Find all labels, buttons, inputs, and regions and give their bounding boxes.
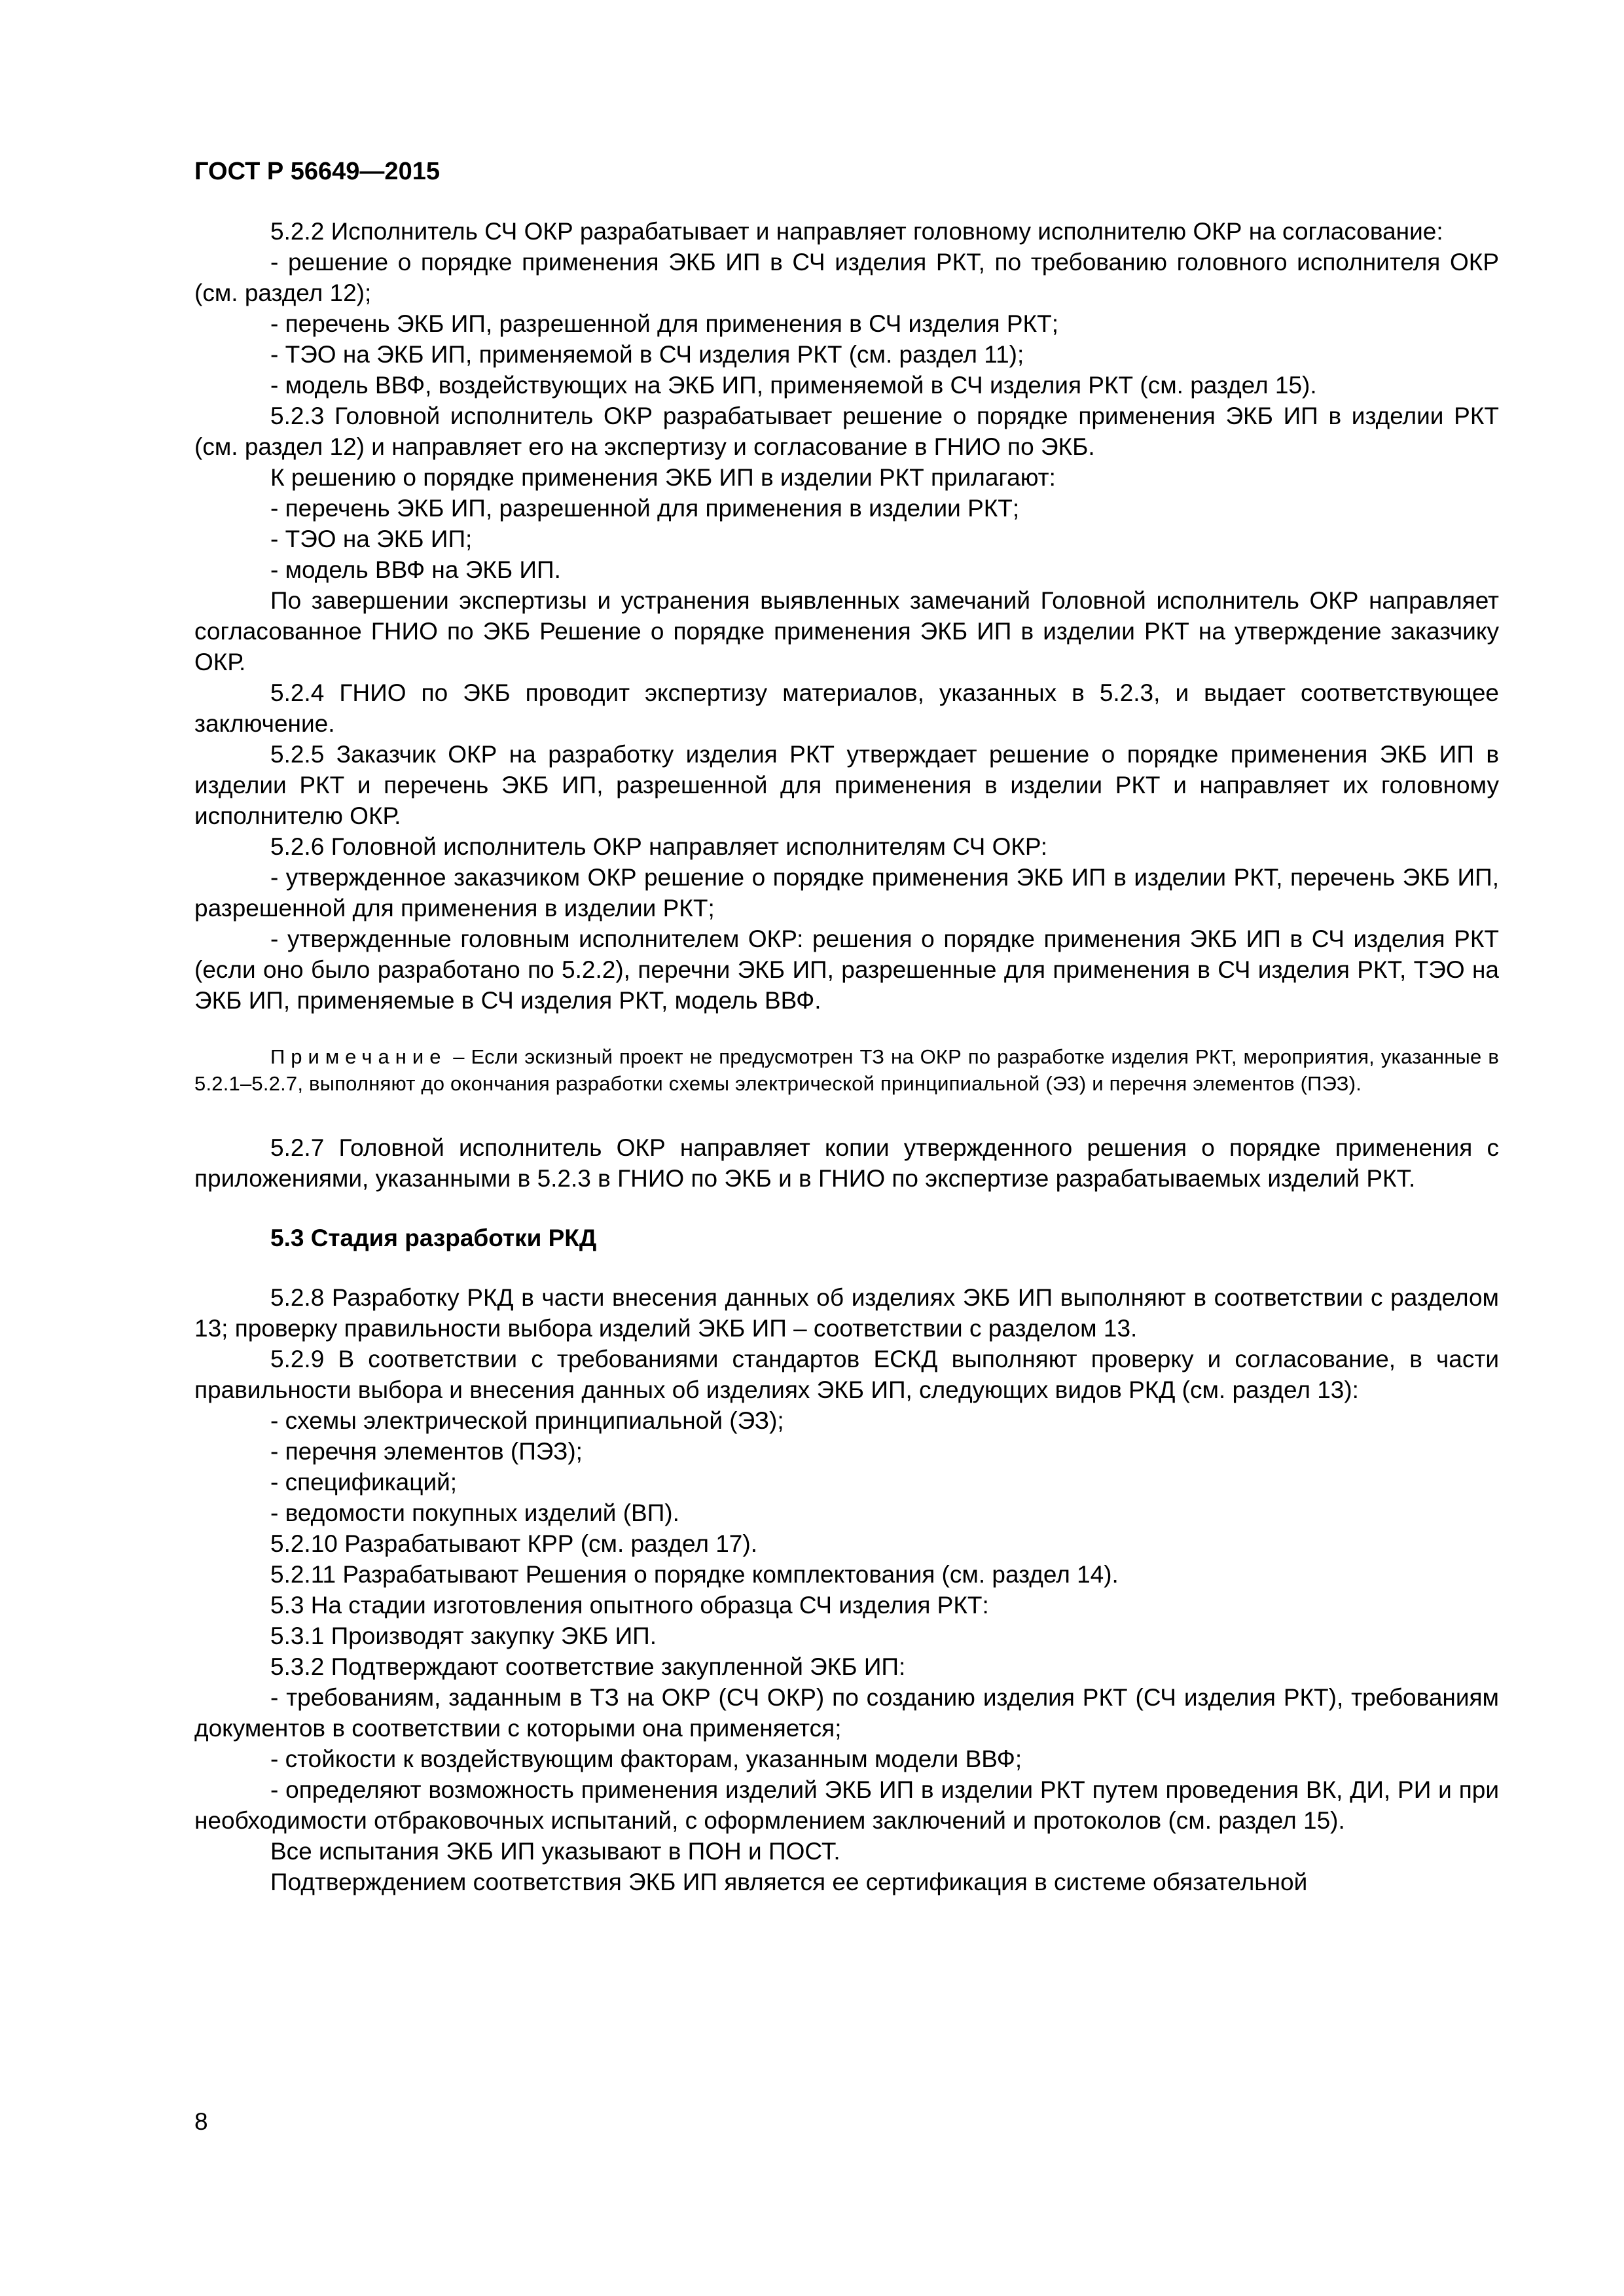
paragraph: - решение о порядке применения ЭКБ ИП в СЧ изделия РКТ, по требованию головного исполнителя ОКР (см. раздел 12);: [194, 249, 1499, 306]
paragraph: К решению о порядке применения ЭКБ ИП в изделии РКТ прилагают:: [270, 464, 1056, 491]
paragraph: - перечень ЭКБ ИП, разрешенной для применения в СЧ изделия РКТ;: [270, 310, 1058, 337]
paragraph: 5.2.2 Исполнитель СЧ ОКР разрабатывает и направляет головному исполнителю ОКР на согласование:: [270, 218, 1443, 245]
paragraph: 5.2.5 Заказчик ОКР на разработку изделия РКТ утверждает решение о порядке применения ЭКБ ИП в изделии РКТ и перечень ЭКБ ИП, разрешенной для применения в изделии РКТ и направляет их головному исполнителю ОКР.: [194, 741, 1499, 829]
paragraph: 5.3.1 Производят закупку ЭКБ ИП.: [270, 1623, 657, 1649]
paragraph: - перечня элементов (ПЭЗ);: [270, 1438, 583, 1465]
paragraph: - модель ВВФ, воздействующих на ЭКБ ИП, применяемой в СЧ изделия РКТ (см. раздел 15).: [270, 372, 1317, 399]
paragraph: - определяют возможность применения изделий ЭКБ ИП в изделии РКТ путем проведения ВК, ДИ, РИ и при необходимости отбраковочных испытаний, с оформлением заключений и протоколов (см. раздел 15).: [194, 1776, 1499, 1834]
paragraph: - модель ВВФ на ЭКБ ИП.: [270, 556, 561, 583]
spacer: [194, 1097, 1499, 1132]
paragraph: - схемы электрической принципиальной (ЭЗ);: [270, 1407, 784, 1434]
paragraph: 5.2.11 Разрабатывают Решения о порядке комплектования (см. раздел 14).: [270, 1561, 1119, 1588]
paragraph: Подтверждением соответствия ЭКБ ИП является ее сертификация в системе обязательной: [270, 1869, 1308, 1895]
paragraph: - стойкости к воздействующим факторам, указанным модели ВВФ;: [270, 1746, 1022, 1772]
paragraph: 5.2.7 Головной исполнитель ОКР направляет копии утвержденного решения о порядке применения с приложениями, указанными в 5.2.3 в ГНИО по ЭКБ и в ГНИО по экспертизе разрабатываемых изделий РКТ.: [194, 1134, 1499, 1192]
paragraph: - ТЭО на ЭКБ ИП;: [270, 526, 473, 552]
paragraph: - спецификаций;: [270, 1469, 458, 1496]
section-title: 5.3 Стадия разработки РКД: [270, 1225, 597, 1251]
document-header: ГОСТ Р 56649—2015: [194, 158, 440, 185]
note-text: – Если эскизный проект не предусмотрен ТЗ на ОКР по разработке изделия РКТ, мероприятия, указанные в 5.2.1–5.2.7, выполняют до окончания разработки схемы электрической принципиальной (ЭЗ) и перечня элементов (ПЭЗ).: [194, 1045, 1499, 1095]
paragraph: - ТЭО на ЭКБ ИП, применяемой в СЧ изделия РКТ (см. раздел 11);: [270, 341, 1024, 368]
paragraph: - перечень ЭКБ ИП, разрешенной для применения в изделии РКТ;: [270, 495, 1020, 522]
spacer: [194, 1016, 1499, 1043]
spacer: [194, 1194, 1499, 1223]
paragraph: 5.3 На стадии изготовления опытного образца СЧ изделия РКТ:: [270, 1592, 989, 1619]
paragraph: По завершении экспертизы и устранения выявленных замечаний Головной исполнитель ОКР направляет согласованное ГНИО по ЭКБ Решение о порядке применения ЭКБ ИП в изделии РКТ на утверждение заказчику ОКР.: [194, 587, 1499, 675]
paragraph: 5.3.2 Подтверждают соответствие закупленной ЭКБ ИП:: [270, 1653, 906, 1680]
paragraph: - ведомости покупных изделий (ВП).: [270, 1499, 679, 1526]
paragraph: Все испытания ЭКБ ИП указывают в ПОН и ПОСТ.: [270, 1838, 840, 1865]
paragraph: - утвержденные головным исполнителем ОКР: решения о порядке применения ЭКБ ИП в СЧ изделия РКТ (если оно было разработано по 5.2.2), перечни ЭКБ ИП, разрешенные для применения в СЧ изделия РКТ, ТЭО на ЭКБ ИП, применяемые в СЧ изделия РКТ, модель ВВФ.: [194, 925, 1499, 1014]
note-label: Примечание: [270, 1045, 447, 1068]
paragraph: 5.2.8 Разработку РКД в части внесения данных об изделиях ЭКБ ИП выполняют в соответствии с разделом 13; проверку правильности выбора изделий ЭКБ ИП – соответствии с разделом 13.: [194, 1284, 1499, 1342]
paragraph: 5.2.4 ГНИО по ЭКБ проводит экспертизу материалов, указанных в 5.2.3, и выдает соответствующее заключение.: [194, 679, 1499, 737]
spacer: [194, 1253, 1499, 1282]
note: [194, 1043, 1499, 1097]
paragraph: 5.2.3 Головной исполнитель ОКР разрабатывает решение о порядке применения ЭКБ ИП в изделии РКТ (см. раздел 12) и направляет его на экспертизу и согласование в ГНИО по ЭКБ.: [194, 403, 1499, 460]
document-body: [194, 216, 1499, 1897]
paragraph: - требованиям, заданным в ТЗ на ОКР (СЧ ОКР) по созданию изделия РКТ (СЧ изделия РКТ), требованиям документов в соответствии с которыми она применяется;: [194, 1684, 1499, 1742]
page-number: 8: [194, 2108, 208, 2135]
paragraph: 5.2.10 Разрабатывают КРР (см. раздел 17).: [270, 1530, 757, 1557]
paragraph: - утвержденное заказчиком ОКР решение о порядке применения ЭКБ ИП в изделии РКТ, перечень ЭКБ ИП, разрешенной для применения в изделии РКТ;: [194, 864, 1499, 922]
paragraph: 5.2.6 Головной исполнитель ОКР направляет исполнителям СЧ ОКР:: [270, 833, 1048, 860]
paragraph: 5.2.9 В соответствии с требованиями стандартов ЕСКД выполняют проверку и согласование, в части правильности выбора и внесения данных об изделиях ЭКБ ИП, следующих видов РКД (см. раздел 13):: [194, 1346, 1499, 1403]
